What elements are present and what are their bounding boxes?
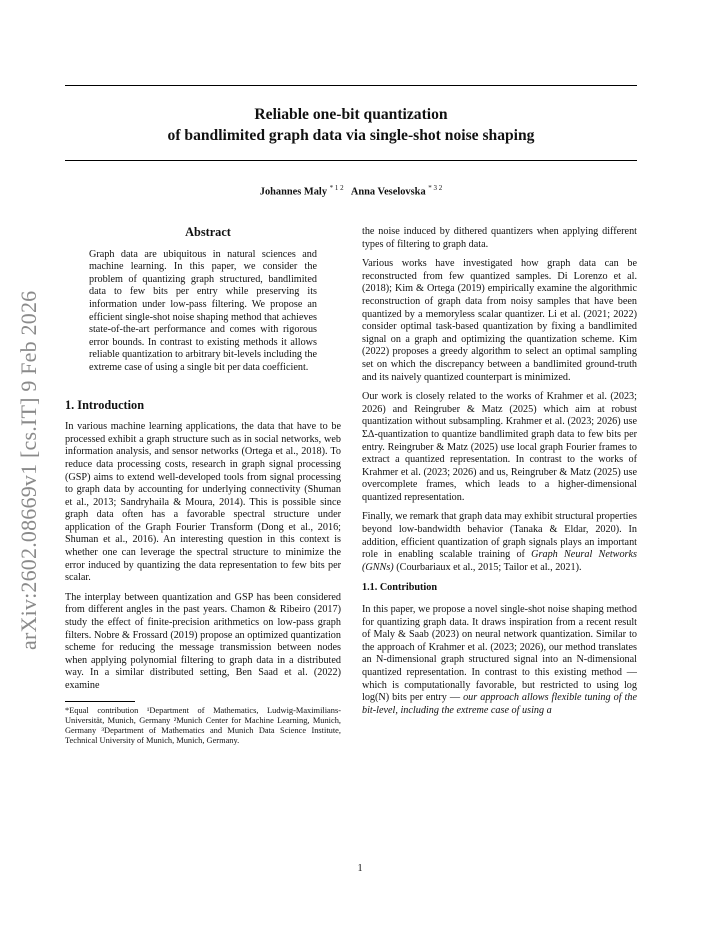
paper-title (65, 104, 637, 146)
page-number: 1 (357, 863, 363, 874)
footnote-rule (65, 701, 135, 702)
paragraph-text: In this paper, we propose a novel single-shot noise shaping method for quantizing graph data. It draws inspiration from a recent result of Maly & Saab (2023) on neural network quantization. Similar to the approach of Krahmer et al. (2023; 2026), our method translates an N-dimensional graph structured signal into an N-dimensional quantized representation. In contrast to this existing method — which is computationally favorable, but restricted to using log log(N) bits per entry — (362, 604, 637, 704)
author-name: Anna Veselovska (350, 186, 426, 198)
author-affiliation-marks: * 3 2 (428, 184, 443, 192)
emphasized-claim: our approach allows flexible tuning of the bit-level, including the extreme case of using a (362, 692, 637, 716)
title-rule-top (65, 85, 637, 86)
gnn-term: Graph Neural Networks (GNNs) (362, 549, 638, 573)
section-heading-introduction: 1. Introduction (65, 397, 145, 412)
title-line-1: Reliable one-bit quantization (254, 106, 448, 123)
author-name: Johannes Maly (259, 186, 328, 198)
right-column (362, 226, 637, 717)
subsection-heading-contribution: 1.1. Contribution (362, 582, 438, 594)
right-paragraph-4 (362, 511, 637, 574)
right-paragraph-1: the noise induced by dithered quantizers when applying different types of filtering to graph data. (362, 226, 637, 250)
title-line-2: of bandlimited graph data via single-shot noise shaping (167, 127, 535, 144)
contribution-paragraph (362, 604, 637, 717)
paragraph-text: (Courbariaux et al., 2015; Tailor et al., 2021). (393, 561, 582, 573)
arxiv-stamp: arXiv:2602.08669v1 [cs.IT] 9 Feb 2026 (16, 290, 41, 650)
right-paragraph-2: Various works have investigated how graph data can be reconstructed from few quantized samples. Di Lorenzo et al. (2018); Kim & Ortega (2019) empirically examine the algorithmic reconstruction of graph data from noisy samples that have been quantized by a memoryless scalar quantizer. Li et al. (2021; 2022) consider optimal task-based quantization by fixing a bandlimited signal on a graph and optimizing the quantization scheme. Kim (2022) proposes a greedy algorithm to select an optimal sampling set on which the discrepancy between a bandlimited ground-truth and its naively quantized counterpart is minimized. (362, 258, 637, 383)
right-paragraph-3: Our work is closely related to the works of Krahmer et al. (2023; 2026) and Reingruber & Matz (2025) which aim at robust quantization without subsampling. Krahmer et al. (2023; 2026) use ΣΔ-quantization to quantize bandlimited graph data to few bits per entry. Reingruber & Matz (2025) use local graph Fourier frames to extract a quantized representation. In contrast to the works of Krahmer et al. (2023; 2026) and us, Reingruber & Matz (2025) use overcomplete frames, which leads to a higher-dimensional quantized representation. (362, 391, 637, 503)
affiliation-footnote: *Equal contribution ¹Department of Mathematics, Ludwig-Maximilians-Universität, Munich, Germany ²Munich Center for Machine Learning, Munich, Germany ³Department of Mathematics and Munich Data Science Institute, Technical University of Munich, Munich, Germany. (65, 705, 341, 745)
author-affiliation-marks: * 1 2 (329, 184, 344, 192)
intro-paragraph-1: In various machine learning applications, the data that have to be processed exhibit a graph structure such as in social networks, web information analysis, and sensor networks (Ortega et al., 2018). To reduce data processing costs, research in graph signal processing (GSP) aims to extend well-developed tools from signal processing to graph data by accounting for underlying connectivity (Shuman et al., 2013; Sandryhaila & Moura, 2014). This is possible since graph data often has a favorable spectral structure under application of the Graph Fourier Transform (Dong et al., 2016; Shuman et al., 2016). An interesting question in this context is whether one can leverage the spectral structure to minimize the error induced by quantizing the data representation to few bits per scalar. (65, 421, 341, 584)
author-list (65, 184, 637, 197)
left-column (65, 226, 341, 746)
intro-paragraph-2: The interplay between quantization and GSP has been considered from different angles in the past years. Chamon & Ribeiro (2017) study the effect of finite-precision arithmetics on low-pass graph filters. Nobre & Frossard (2019) propose an optimized quantization scheme for reducing the message transmission between nodes when applying polynomial filtering to graph data in a distributed way. In a similar distributed setting, Ben Saad et al. (2022) examine (65, 591, 341, 691)
title-rule-bottom (65, 160, 637, 161)
abstract-body: Graph data are ubiquitous in natural sciences and machine learning. In this paper, we consider the problem of quantizing graph structured, bandlimited data to few bits per entry while preserving its information under low-pass filtering. We propose an efficient single-shot noise shaping method that achieves state-of-the-art performance and comes with rigorous error bounds. In contrast to existing methods it allows reliable quantization to arbitrary bit-levels including the extreme case of using a single bit per data coefficient. (89, 248, 318, 373)
paragraph-text: Finally, we remark that graph data may exhibit structural properties beyond low-bandwidth behavior (Tanaka & Eldar, 2020). In addition, efficient quantization of graph signals plays an important role in enabling scalable training of (362, 511, 637, 561)
abstract-heading: Abstract (185, 225, 231, 239)
